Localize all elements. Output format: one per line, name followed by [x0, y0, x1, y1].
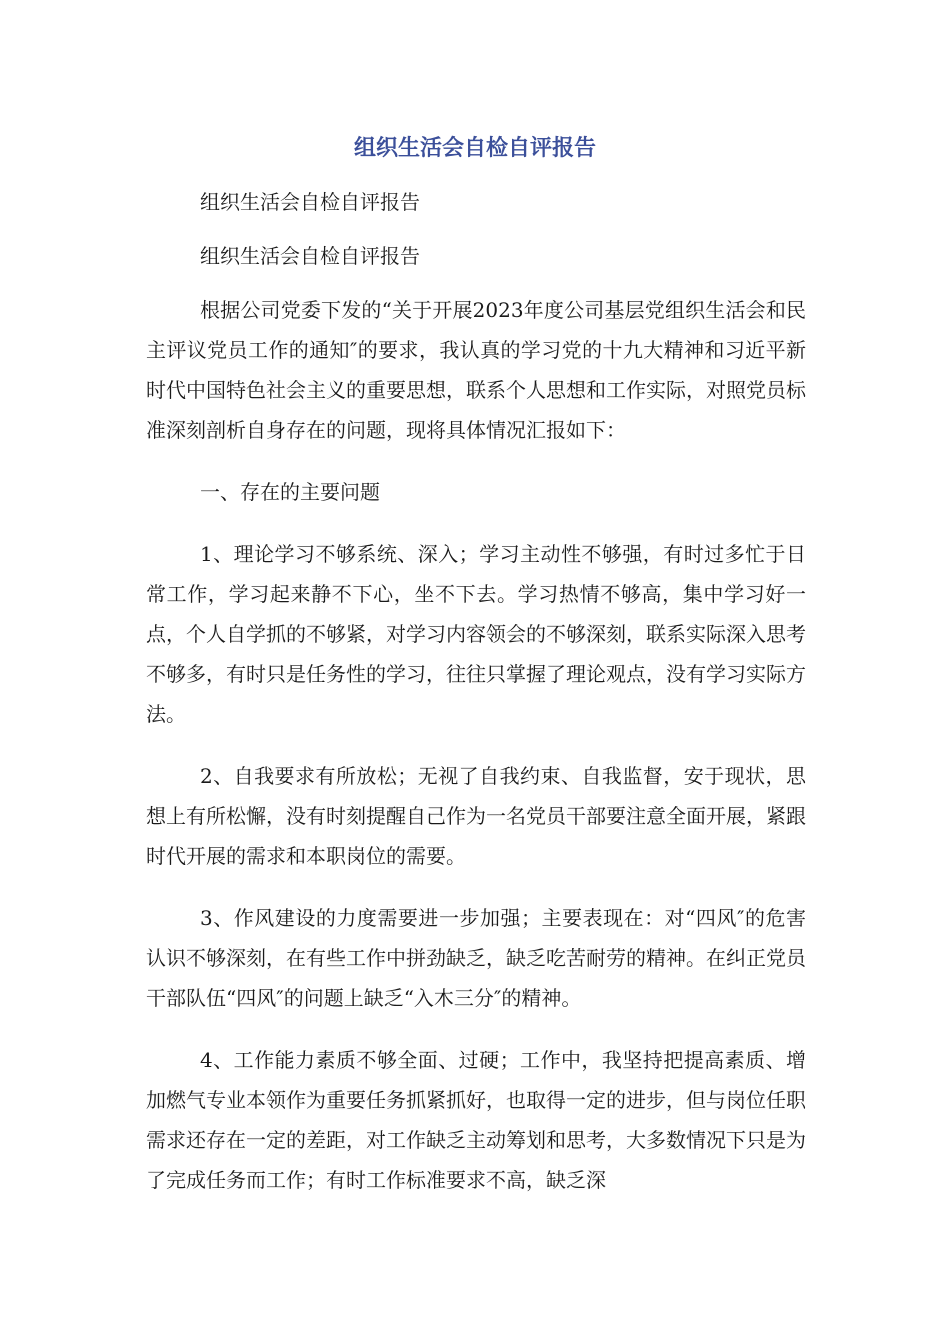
paragraph-problem-4: 4、工作能力素质不够全面、过硬；工作中，我坚持把提高素质、增加燃气专业本领作为重要任务抓紧抓好，也取得一定的进步，但与岗位任职需求还存在一定的差距，对工作缺乏主动筹划和思考，大多数情况下只是为了完成任务而工作；有时工作标准要求不高，缺乏深	[146, 1048, 806, 1192]
section-heading-main-problems: 一、存在的主要问题	[200, 480, 380, 504]
paragraph-subtitle-2: 组织生活会自检自评报告	[200, 244, 420, 268]
paragraph-problem-2: 2、自我要求有所放松；无视了自我约束、自我监督，安于现状，思想上有所松懈，没有时刻提醒自己作为一名党员干部要注意全面开展，紧跟时代开展的需求和本职岗位的需要。	[146, 764, 806, 868]
paragraph-subtitle-1: 组织生活会自检自评报告	[200, 190, 420, 214]
paragraph-problem-1: 1、理论学习不够系统、深入；学习主动性不够强，有时过多忙于日常工作，学习起来静不下心，坐不下去。学习热情不够高，集中学习好一点，个人自学抓的不够紧，对学习内容领会的不够深刻，联系实际深入思考不够多，有时只是任务性的学习，往往只掌握了理论观点，没有学习实际方法。	[146, 542, 806, 726]
document-title: 组织生活会自检自评报告	[353, 136, 596, 161]
paragraph-introduction: 根据公司党委下发的“关于开展2023年度公司基层党组织生活会和民主评议党员工作的通知″的要求，我认真的学习党的十九大精神和习近平新时代中国特色社会主义的重要思想，联系个人思想和工作实际，对照党员标准深刻剖析自身存在的问题，现将具体情况汇报如下：	[146, 298, 806, 442]
document-body	[146, 182, 806, 1222]
paragraph-problem-3: 3、作风建设的力度需要进一步加强；主要表现在：对“四风″的危害认识不够深刻，在有些工作中拼劲缺乏，缺乏吃苦耐劳的精神。在纠正党员干部队伍“四风″的问题上缺乏“入木三分″的精神。	[146, 906, 806, 1010]
